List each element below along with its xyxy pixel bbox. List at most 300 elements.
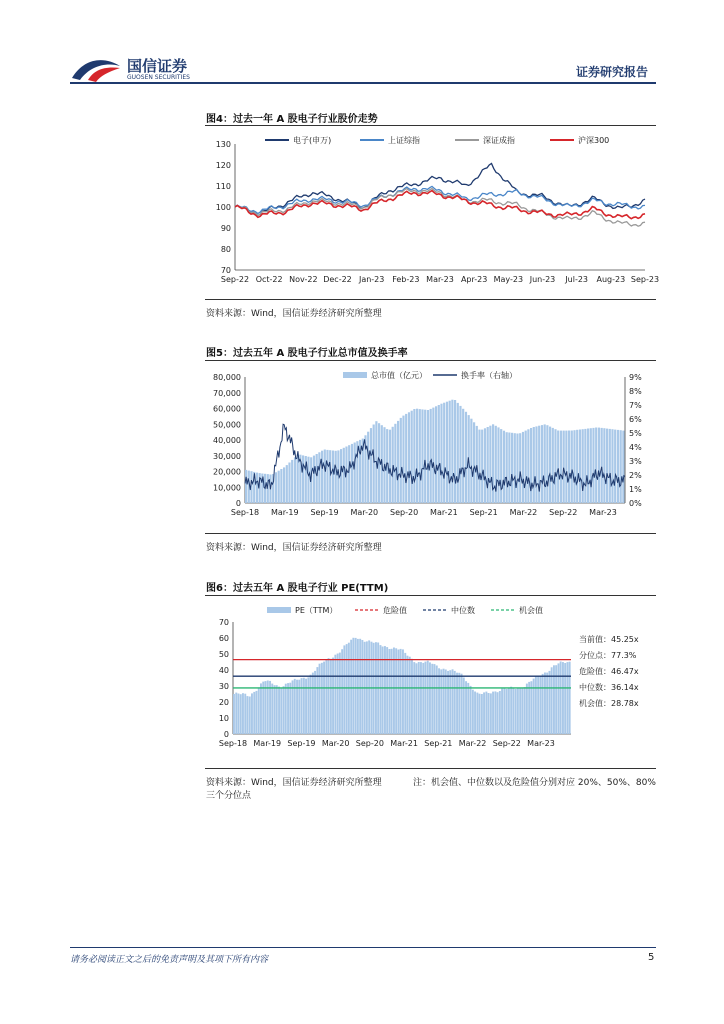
fig5-left-tick-label: 80,000 (213, 373, 241, 382)
fig6-pe-bar (452, 669, 454, 734)
fig6-pe-bar (321, 663, 323, 734)
fig5-bar (435, 406, 437, 503)
fig5-x-tick-label: Sep-18 (230, 508, 260, 517)
fig5-bar (598, 428, 600, 503)
fig5-bar (419, 409, 421, 503)
fig5-x-tick-label: Sep-19 (310, 508, 339, 517)
fig6-pe-bar (567, 662, 569, 734)
fig5-bar (332, 451, 334, 504)
fig6-pe-bar (341, 649, 343, 734)
fig6-pe-bar (357, 639, 359, 734)
fig6-pe-bar (330, 659, 332, 734)
fig6-pe-bar (438, 668, 440, 734)
fig5-bar (611, 429, 613, 503)
fig6-pe-bar (307, 677, 309, 734)
fig6-pe-bar (562, 662, 564, 734)
fig6-legend-label: 中位数 (451, 606, 475, 615)
fig6-top-rule (205, 595, 656, 596)
fig5-left-tick-label: 10,000 (213, 483, 241, 493)
fig5-bar (573, 430, 575, 503)
fig6-pe-bar (420, 662, 422, 734)
fig6-pe-bar (551, 667, 553, 734)
fig6-pe-bar (488, 693, 490, 734)
fig6-pe-bar (528, 682, 530, 734)
fig5-bar (430, 409, 432, 503)
fig5-bar (389, 430, 391, 503)
fig5-bar (478, 430, 480, 503)
fig6-pe-bar (391, 649, 393, 734)
fig5-bar (546, 425, 548, 503)
fig6-pe-bar (549, 671, 551, 734)
fig6-pe-bar (249, 697, 251, 735)
fig5-bar (459, 406, 461, 503)
fig5-bar (411, 411, 413, 503)
fig5-bar (492, 424, 494, 503)
fig5-bar (500, 429, 502, 503)
fig4-legend-label: 深证成指 (483, 136, 515, 145)
fig6-pe-bar (434, 664, 436, 734)
fig6-pe-bar (407, 656, 409, 734)
fig6-pe-bar (404, 653, 406, 734)
fig6-pe-bar (515, 689, 517, 734)
fig6-pe-bar (506, 689, 508, 734)
fig6-pe-bar (465, 681, 467, 734)
fig6-y-tick-label: 50 (218, 650, 229, 659)
fig6-pe-bar (287, 683, 289, 734)
fig5-bar (394, 424, 396, 503)
fig6-pe-bar (431, 664, 433, 734)
fig5-bar (291, 460, 293, 503)
fig6-pe-bar (355, 638, 357, 734)
fig4-x-tick-label: Oct-22 (255, 275, 283, 284)
fig5-right-tick-label: 7% (629, 401, 642, 410)
fig6-note-cont: 三个分位点 (206, 791, 252, 801)
fig5-bar (451, 400, 453, 503)
fig5-bar (511, 433, 513, 503)
fig5-legend-label-bars: 总市值（亿元） (371, 371, 427, 380)
fig6-pe-bar (454, 671, 456, 734)
fig6-pe-bar (512, 688, 514, 734)
fig6-y-tick-label: 0 (223, 730, 229, 739)
fig6-pe-bar (319, 664, 321, 734)
fig6-pe-bar (542, 674, 544, 734)
fig5-x-tick-label: Sep-21 (469, 508, 498, 517)
fig6-pe-bar (526, 684, 528, 734)
fig6-pe-bar (280, 688, 282, 734)
fig5-bar (470, 419, 472, 503)
fig5-source: 资料来源：Wind，国信证券经济研究所整理 (206, 543, 382, 553)
footer-rule (70, 947, 656, 948)
fig6-pe-bar (251, 693, 253, 734)
fig5-bar (552, 428, 554, 503)
fig6-x-tick-label: Sep-18 (218, 739, 248, 748)
fig6-chart (205, 600, 656, 755)
fig5-bar (568, 431, 570, 504)
fig5-bar (557, 431, 559, 504)
fig6-source: 资料来源：Wind，国信证券经济研究所整理 (206, 778, 382, 788)
fig4-y-tick-label: 110 (215, 182, 231, 191)
fig6-pe-bar (395, 648, 397, 734)
fig6-pe-bar (339, 653, 341, 734)
fig6-pe-bar (253, 692, 255, 734)
fig5-x-tick-label: Mar-23 (589, 508, 617, 517)
fig5-bar (408, 412, 410, 503)
fig6-pe-bar (244, 694, 246, 734)
fig6-pe-bar (429, 662, 431, 734)
fig6-pe-bar (494, 691, 496, 734)
fig5-bar (603, 428, 605, 503)
fig6-pe-bar (332, 658, 334, 734)
fig6-pe-bar (461, 674, 463, 734)
fig6-pe-bar (352, 638, 354, 734)
fig6-pe-bar (359, 639, 361, 734)
fig6-pe-bar (479, 694, 481, 734)
fig6-pe-bar (328, 658, 330, 734)
fig5-bar (533, 427, 535, 503)
fig5-bar (620, 430, 622, 503)
fig6-annotation: 当前值：45.25x (579, 635, 639, 644)
fig4-x-tick-label: Apr-23 (460, 275, 488, 284)
fig6-pe-bar (380, 645, 382, 734)
fig6-pe-bar (501, 689, 503, 734)
fig5-bar (432, 408, 434, 503)
fig5-bar (405, 414, 407, 503)
fig6-x-tick-label: Mar-21 (390, 739, 418, 748)
fig6-pe-bar (440, 669, 442, 734)
fig5-top-rule (205, 360, 656, 361)
fig6-pe-bar (235, 693, 237, 734)
fig6-pe-bar (492, 692, 494, 734)
fig6-pe-bar (569, 662, 571, 734)
fig6-pe-bar (555, 665, 557, 734)
fig5-bar (348, 445, 350, 503)
fig5-bar (343, 448, 345, 503)
fig4-x-tick-label: Jun-23 (529, 275, 556, 284)
fig6-pe-bar (474, 692, 476, 735)
fig6-x-tick-label: Mar-19 (253, 739, 282, 748)
fig5-bar (465, 412, 467, 503)
fig6-y-tick-label: 60 (218, 634, 229, 643)
fig5-bar (326, 450, 328, 503)
fig5-bar (587, 429, 589, 504)
fig4-series-line (235, 186, 645, 213)
fig5-bar (622, 431, 624, 503)
fig6-pe-bar (413, 662, 415, 734)
fig5-bar (294, 457, 296, 503)
fig4-y-tick-label: 120 (215, 161, 231, 170)
fig5-bar (351, 444, 353, 503)
fig5-legend-label-line: 换手率（右轴） (461, 371, 517, 380)
fig5-bar (413, 409, 415, 503)
fig5-bar (367, 432, 369, 503)
fig5-bar (316, 454, 318, 503)
fig5-bar (335, 451, 337, 503)
fig6-pe-bar (449, 670, 451, 734)
fig5-bar (544, 424, 546, 503)
fig4-legend-label: 沪深300 (578, 136, 610, 145)
fig6-legend-label: PE（TTM） (295, 606, 338, 615)
fig5-bar (525, 431, 527, 503)
fig5-bar (329, 450, 331, 503)
fig6-pe-bar (305, 679, 307, 734)
fig6-pe-bar (483, 692, 485, 734)
fig4-x-tick-label: May-23 (493, 275, 524, 284)
fig5-right-tick-label: 4% (629, 443, 642, 452)
fig5-bar (576, 430, 578, 503)
fig5-bar (302, 455, 304, 503)
fig5-bar (549, 427, 551, 503)
fig6-pe-bar (334, 655, 336, 734)
fig5-bar (278, 471, 280, 503)
fig6-pe-bar (337, 654, 339, 735)
fig5-x-tick-label: Sep-22 (549, 508, 578, 517)
fig5-bar (424, 410, 426, 503)
fig6-x-tick-label: Mar-23 (527, 739, 555, 748)
fig6-pe-bar (240, 694, 242, 734)
fig6-legend-label: 机会值 (519, 606, 543, 615)
fig6-pe-bar (467, 683, 469, 734)
fig4-legend-label: 上证综指 (388, 136, 420, 145)
fig5-bar (354, 443, 356, 504)
fig6-pe-bar (499, 691, 501, 734)
fig6-pe-bar (301, 678, 303, 734)
fig6-pe-bar (285, 684, 287, 734)
fig6-title: 图6：过去五年 A 股电子行业 PE(TTM) (206, 583, 389, 594)
fig5-bar (256, 473, 258, 503)
fig5-bar (421, 409, 423, 503)
fig6-y-tick-label: 10 (218, 714, 229, 723)
fig6-annotation: 中位数：36.14x (579, 683, 639, 692)
fig5-left-tick-label: 0 (235, 499, 241, 508)
fig5-bar (280, 469, 282, 503)
header-rule (70, 82, 656, 84)
fig6-pe-bar (262, 682, 264, 734)
fig6-pe-bar (409, 657, 411, 734)
fig5-bar (565, 431, 567, 503)
fig6-pe-bar (546, 673, 548, 734)
fig6-pe-bar (476, 693, 478, 734)
fig6-pe-bar (368, 640, 370, 734)
fig6-pe-bar (269, 681, 271, 734)
fig5-bar (571, 431, 573, 504)
fig4-chart (205, 130, 660, 295)
fig6-pe-bar (233, 694, 235, 734)
fig6-x-tick-label: Sep-19 (287, 739, 316, 748)
fig5-left-tick-label: 70,000 (213, 388, 241, 398)
fig4-x-tick-label: Feb-23 (392, 275, 420, 284)
fig4-x-tick-label: Mar-23 (426, 275, 454, 284)
fig4-legend-label: 电子(申万) (293, 136, 332, 145)
fig5-bar (582, 429, 584, 503)
fig6-pe-bar (425, 662, 427, 734)
fig5-bar (324, 450, 326, 504)
fig5-bar (286, 465, 288, 503)
fig5-bar (601, 428, 603, 503)
fig5-bar (487, 427, 489, 503)
fig5-bar (446, 402, 448, 503)
fig6-pe-bar (443, 669, 445, 734)
fig4-y-tick-label: 80 (220, 245, 231, 254)
fig6-pe-bar (544, 673, 546, 735)
fig6-pe-bar (521, 688, 523, 734)
fig6-pe-bar (303, 678, 305, 734)
fig5-bar (508, 433, 510, 504)
fig5-right-tick-label: 3% (629, 457, 642, 466)
fig5-bar (443, 403, 445, 503)
fig5-bar (275, 472, 277, 503)
footer-disclaimer: 请务必阅读正文之后的免责声明及其项下所有内容 (70, 955, 269, 965)
fig6-pe-bar (247, 696, 249, 734)
fig4-top-rule (205, 125, 656, 126)
fig4-x-tick-label: Aug-23 (596, 275, 626, 284)
fig4-bottom-rule (205, 299, 656, 300)
fig5-bar (373, 425, 375, 504)
fig5-left-tick-label: 20,000 (213, 467, 241, 477)
fig6-y-tick-label: 30 (218, 682, 229, 691)
fig5-bar (516, 434, 518, 504)
fig6-pe-bar (519, 688, 521, 735)
fig6-pe-bar (560, 662, 562, 735)
fig6-pe-bar (323, 662, 325, 734)
fig5-chart (205, 365, 656, 525)
fig6-pe-bar (540, 676, 542, 734)
fig6-pe-bar (427, 661, 429, 734)
fig6-x-tick-label: Sep-21 (424, 739, 453, 748)
fig4-x-tick-label: Jul-23 (565, 275, 589, 284)
fig6-pe-bar (274, 685, 276, 734)
fig6-annotation: 机会值：28.78x (579, 699, 639, 708)
fig5-right-tick-label: 8% (629, 387, 642, 396)
fig5-bar (438, 405, 440, 503)
fig6-pe-bar (398, 650, 400, 735)
fig6-pe-bar (445, 670, 447, 735)
fig4-x-tick-label: Sep-22 (220, 275, 250, 284)
fig4-source: 资料来源：Wind，国信证券经济研究所整理 (206, 309, 382, 319)
fig6-pe-bar (265, 681, 267, 734)
fig5-bar (427, 410, 429, 503)
fig6-pe-bar (271, 684, 273, 734)
fig5-bar (506, 432, 508, 503)
fig5-bar (560, 431, 562, 503)
fig5-x-tick-label: Mar-22 (509, 508, 538, 517)
fig5-bar (484, 428, 486, 503)
fig5-bar (503, 431, 505, 503)
fig5-bar (609, 429, 611, 503)
fig6-pe-bar (400, 649, 402, 734)
fig6-pe-bar (314, 671, 316, 734)
fig4-x-tick-label: Nov-22 (289, 275, 318, 284)
fig6-pe-bar (361, 640, 363, 734)
fig5-bar (454, 400, 456, 503)
fig5-bar (519, 433, 521, 503)
fig5-bar (614, 430, 616, 503)
fig6-x-tick-label: Sep-22 (492, 739, 521, 748)
fig5-bar (245, 470, 247, 503)
fig6-legend-label: 危险值 (383, 606, 407, 615)
fig6-pe-bar (325, 659, 327, 734)
fig5-left-tick-label: 50,000 (213, 420, 241, 430)
fig5-bar (473, 422, 475, 503)
fig5-legend-swatch-bars (343, 372, 367, 378)
fig6-pe-bar (294, 679, 296, 734)
fig5-bar (462, 409, 464, 503)
fig5-bar (476, 426, 478, 503)
fig6-pe-bar (517, 688, 519, 734)
fig6-note: 注：机会值、中位数以及危险值分别对应 20%、50%、80% (413, 778, 656, 788)
fig4-y-tick-label: 100 (215, 203, 231, 212)
fig5-bar (530, 428, 532, 503)
fig5-bar (449, 401, 451, 503)
fig6-pe-bar (402, 649, 404, 734)
fig5-bar (481, 430, 483, 503)
fig5-bar (318, 452, 320, 503)
fig5-bar (522, 432, 524, 503)
fig6-annotation: 危险值：46.47x (579, 667, 639, 676)
fig6-pe-bar (458, 673, 460, 734)
company-name-en: GUOSEN SECURITIES (127, 74, 190, 81)
fig6-pe-bar (510, 687, 512, 734)
fig6-x-tick-label: Mar-20 (321, 739, 350, 748)
fig5-bar (617, 430, 619, 503)
fig5-bar (400, 418, 402, 503)
fig6-x-tick-label: Sep-20 (355, 739, 384, 748)
fig5-x-tick-label: Mar-19 (270, 508, 299, 517)
fig5-bar (514, 433, 516, 503)
fig5-bar (584, 429, 586, 503)
fig6-pe-bar (278, 687, 280, 734)
fig5-bar (416, 409, 418, 503)
fig5-bar (440, 404, 442, 503)
company-name-cn: 国信证券 (127, 57, 188, 75)
fig6-pe-bar (283, 686, 285, 734)
fig6-pe-bar (533, 679, 535, 734)
fig4-title: 图4：过去一年 A 股电子行业股价走势 (206, 114, 378, 125)
fig5-bar (606, 429, 608, 503)
fig6-pe-bar (470, 686, 472, 734)
fig5-bar (497, 427, 499, 503)
fig6-legend-swatch (267, 607, 291, 613)
fig6-bottom-rule (205, 768, 656, 769)
fig5-bar (592, 428, 594, 503)
report-type: 证券研究报告 (576, 65, 649, 79)
fig6-y-tick-label: 20 (218, 698, 229, 707)
fig6-pe-bar (524, 687, 526, 734)
fig6-pe-bar (316, 667, 318, 734)
fig5-x-tick-label: Sep-20 (390, 508, 419, 517)
fig6-pe-bar (418, 662, 420, 734)
fig5-right-tick-label: 6% (629, 415, 642, 424)
fig5-bar (297, 455, 299, 503)
fig6-pe-bar (350, 640, 352, 734)
fig4-x-tick-label: Sep-23 (630, 275, 660, 284)
fig5-bar (370, 428, 372, 503)
fig5-bar (307, 457, 309, 503)
fig6-y-tick-label: 70 (218, 618, 229, 627)
fig6-pe-bar (346, 644, 348, 734)
fig5-title: 图5：过去五年 A 股电子行业总市值及换手率 (206, 348, 408, 359)
fig5-bar (535, 426, 537, 503)
fig6-pe-bar (389, 649, 391, 734)
fig6-pe-bar (508, 688, 510, 734)
fig6-pe-bar (310, 675, 312, 734)
page-number: 5 (648, 952, 655, 963)
fig6-pe-bar (289, 683, 291, 734)
fig5-x-tick-label: Mar-21 (430, 508, 458, 517)
fig6-pe-bar (416, 663, 418, 734)
fig5-right-tick-label: 9% (629, 373, 642, 382)
fig4-x-tick-label: Jan-23 (358, 275, 385, 284)
fig6-annotation: 分位点：77.3% (579, 651, 637, 660)
